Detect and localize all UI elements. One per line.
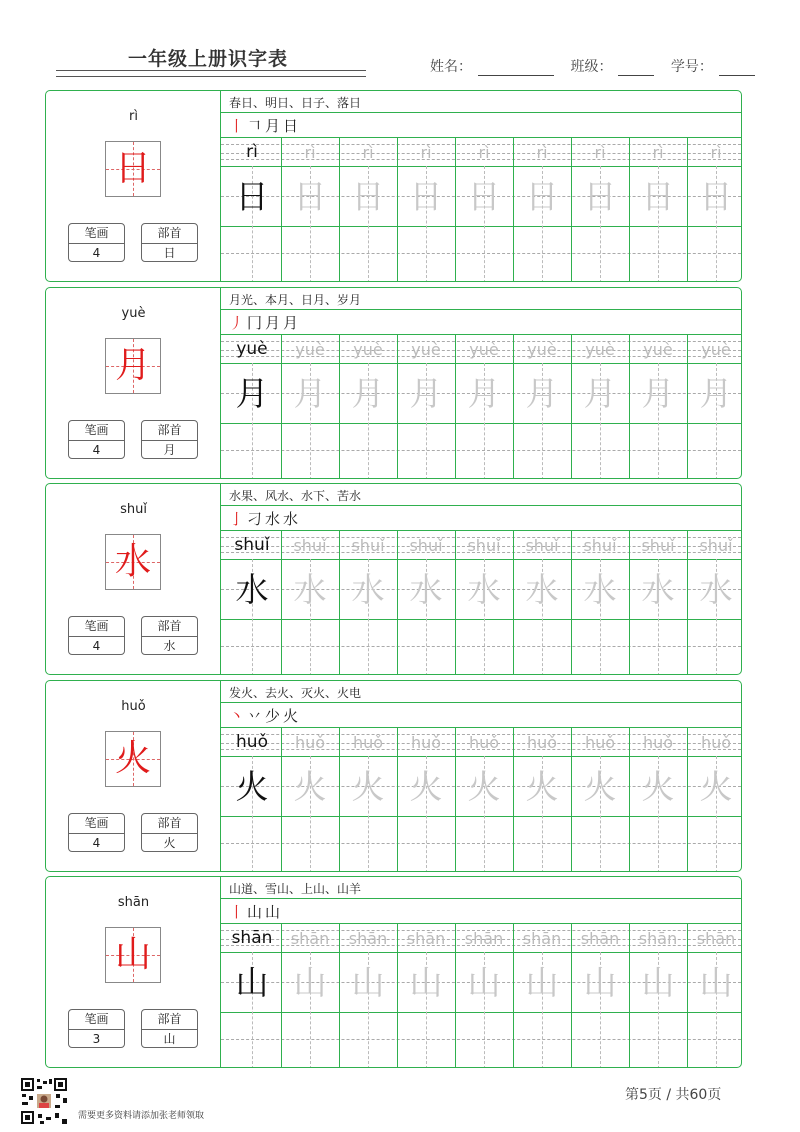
class-field[interactable] [618,61,654,76]
char-cell: 水 [525,570,559,609]
char-cell: 水 [293,570,327,609]
char-display-box [105,534,161,590]
character-card [45,680,742,872]
practice-grid [221,484,741,674]
stroke-count-box [68,813,125,852]
char-cell: 火 [235,767,269,806]
pinyin-cell: rì [710,143,722,162]
char-cell: 山 [409,963,443,1002]
char-cell: 日 [583,177,617,216]
char-cell: 日 [467,177,501,216]
pinyin-cell: shān [464,929,504,948]
pinyin-cell: shuǐ [641,536,675,555]
stroke-count: 4 [92,443,101,457]
char-display: 日 [114,148,151,189]
char-cell: 日 [699,177,733,216]
qr-code-icon [20,1077,68,1125]
stroke-step: 丷 [247,707,266,725]
char-cell: 山 [583,963,617,1002]
stroke-step: 日 [283,117,302,135]
stroke-step: 冂 [247,314,266,332]
pinyin-cell: shuǐ [525,536,559,555]
pinyin-cell: yuè [643,340,673,359]
name-label: 姓名： [430,59,472,75]
pinyin-cell: yuè [701,340,731,359]
pinyin-cell: shuǐ [699,536,733,555]
char-cell: 水 [641,570,675,609]
pinyin-cell: huǒ [294,733,326,752]
char-cell: 火 [351,767,385,806]
stroke-label: 笔画 [69,421,124,441]
pinyin-cell: huǒ [468,733,500,752]
char-cell: 水 [583,570,617,609]
stroke-step: 水 [283,510,302,528]
example-words: 发火、去火、灭火、火电 [229,686,362,700]
radical-box [141,223,198,262]
pinyin-cell: shuǐ [409,536,443,555]
radical-label: 部首 [142,814,197,834]
stroke-step: 丨 [229,903,248,921]
pinyin-cell: rì [246,142,258,162]
char-cell: 山 [467,963,501,1002]
stroke-label: 笔画 [69,224,124,244]
char-cell: 月 [641,374,675,413]
radical: 水 [163,639,176,653]
pinyin-cell: huǒ [352,733,384,752]
char-display-box [105,141,161,197]
char-cell: 日 [351,177,385,216]
radical-label: 部首 [142,1010,197,1030]
example-words: 山道、雪山、上山、山羊 [229,882,362,896]
id-field[interactable] [719,61,755,76]
stroke-step: 丿 [229,314,248,332]
char-display: 火 [114,738,151,779]
stroke-step: 月 [265,314,284,332]
radical-label: 部首 [142,421,197,441]
practice-grid [221,91,741,281]
practice-grid [221,288,741,478]
stroke-step: 月 [283,314,302,332]
stroke-count-box [68,1009,125,1048]
stroke-order [229,115,301,136]
stroke-count: 4 [92,836,101,850]
radical-label: 部首 [142,617,197,637]
name-field[interactable] [478,61,554,76]
stroke-step: 月 [265,117,284,135]
radical-box [141,616,198,655]
stroke-step: 亅 [229,510,248,528]
char-cell: 水 [467,570,501,609]
char-cell: 月 [583,374,617,413]
pinyin-cell: rì [536,143,548,162]
pinyin-cell: shān [638,929,678,948]
stroke-order [229,901,283,922]
stroke-count-box [68,223,125,262]
char-info-panel [46,484,221,674]
char-cell: 火 [467,767,501,806]
pinyin-cell: shān [580,929,620,948]
pinyin-cell: rì [304,143,316,162]
pinyin-cell: yuè [469,340,499,359]
practice-grid [221,681,741,871]
pinyin-cell: rì [478,143,490,162]
char-cell: 火 [641,767,675,806]
char-cell: 山 [351,963,385,1002]
char-cell: 月 [351,374,385,413]
char-cell: 月 [467,374,501,413]
example-words: 春日、明日、日子、落日 [229,96,362,110]
radical-box [141,420,198,459]
stroke-step: 丶 [229,707,248,725]
pinyin-cell: yuè [585,340,615,359]
radical-box [141,1009,198,1048]
char-cell: 日 [235,177,269,216]
char-display: 山 [114,934,151,975]
stroke-order [229,508,301,529]
char-display-box [105,338,161,394]
char-cell: 火 [525,767,559,806]
pinyin-cell: rì [594,143,606,162]
pinyin-cell: yuè [295,340,325,359]
stroke-step: 水 [265,510,284,528]
char-cell: 月 [699,374,733,413]
char-pinyin: shān [117,895,150,910]
stroke-step: 火 [283,707,302,725]
character-card [45,876,742,1068]
pinyin-cell: shuǐ [351,536,385,555]
pinyin-cell: shān [406,929,446,948]
footer-note: 需要更多资料请添加张老师领取 [78,1111,205,1121]
radical: 日 [163,246,176,260]
pinyin-cell: shuǐ [293,536,327,555]
char-cell: 山 [699,963,733,1002]
radical-label: 部首 [142,224,197,244]
char-display-box [105,731,161,787]
char-cell: 山 [641,963,675,1002]
char-cell: 月 [409,374,443,413]
stroke-count: 4 [92,246,101,260]
char-display: 月 [114,345,151,386]
pinyin-cell: huǒ [700,733,732,752]
char-cell: 山 [525,963,559,1002]
char-cell: 日 [409,177,443,216]
pinyin-cell: shuǐ [583,536,617,555]
char-info-panel [46,877,221,1067]
pinyin-cell: huǒ [236,732,268,752]
stroke-step: 丨 [229,117,248,135]
char-cell: 山 [293,963,327,1002]
char-display: 水 [114,541,151,582]
student-fields [430,56,755,76]
char-cell: 水 [351,570,385,609]
stroke-step: 少 [265,707,284,725]
pinyin-cell: huǒ [584,733,616,752]
pinyin-cell: yuè [527,340,557,359]
character-card [45,483,742,675]
char-cell: 日 [525,177,559,216]
char-cell: 火 [293,767,327,806]
pinyin-cell: shān [696,929,736,948]
char-info-panel [46,681,221,871]
char-cell: 火 [409,767,443,806]
pinyin-cell: yuè [411,340,441,359]
pinyin-cell: yuè [236,339,268,359]
char-cell: 月 [235,374,269,413]
char-cell: 水 [235,570,269,609]
char-cell: 山 [235,963,269,1002]
pinyin-cell: huǒ [410,733,442,752]
char-cell: 火 [699,767,733,806]
pinyin-cell: shān [522,929,562,948]
char-cell: 水 [699,570,733,609]
stroke-order [229,705,301,726]
stroke-count: 3 [92,1032,101,1046]
class-label: 班级： [570,59,613,75]
pinyin-cell: shān [348,929,388,948]
char-cell: 日 [293,177,327,216]
page-title: 一年级上册识字表 [128,48,289,70]
pinyin-cell: rì [652,143,664,162]
pinyin-cell: yuè [353,340,383,359]
stroke-step: 山 [265,903,284,921]
stroke-label: 笔画 [69,814,124,834]
pinyin-cell: shān [290,929,330,948]
char-display-box [105,927,161,983]
char-pinyin: huǒ [121,699,146,714]
id-label: 学号： [670,59,713,75]
example-words: 水果、风水、水下、苦水 [229,489,362,503]
radical: 月 [163,443,176,457]
radical: 火 [163,836,176,850]
stroke-count-box [68,616,125,655]
pinyin-cell: rì [420,143,432,162]
stroke-label: 笔画 [69,1010,124,1030]
pinyin-cell: shuǐ [234,535,270,555]
char-pinyin: shuǐ [120,502,147,517]
pinyin-cell: huǒ [642,733,674,752]
char-cell: 月 [293,374,327,413]
char-cell: 火 [583,767,617,806]
pinyin-cell: rì [362,143,374,162]
practice-grid [221,877,741,1067]
character-card [45,90,742,282]
example-words: 月光、本月、日月、岁月 [229,293,362,307]
pinyin-cell: huǒ [526,733,558,752]
stroke-step: 山 [247,903,266,921]
radical-box [141,813,198,852]
char-pinyin: yuè [121,306,146,321]
pinyin-cell: shān [231,928,273,948]
char-cell: 月 [525,374,559,413]
char-cell: 水 [409,570,443,609]
stroke-step: 刁 [247,510,266,528]
char-cell: 日 [641,177,675,216]
char-info-panel [46,91,221,281]
stroke-label: 笔画 [69,617,124,637]
char-info-panel [46,288,221,478]
title-underline [56,70,366,77]
pinyin-cell: shuǐ [467,536,501,555]
character-card [45,287,742,479]
stroke-count: 4 [92,639,101,653]
stroke-order [229,312,301,333]
char-pinyin: rì [129,109,138,124]
radical: 山 [163,1032,176,1046]
stroke-count-box [68,420,125,459]
page-number: 第5页 / 共60页 [625,1087,722,1103]
stroke-step: 𠃍 [247,117,266,135]
